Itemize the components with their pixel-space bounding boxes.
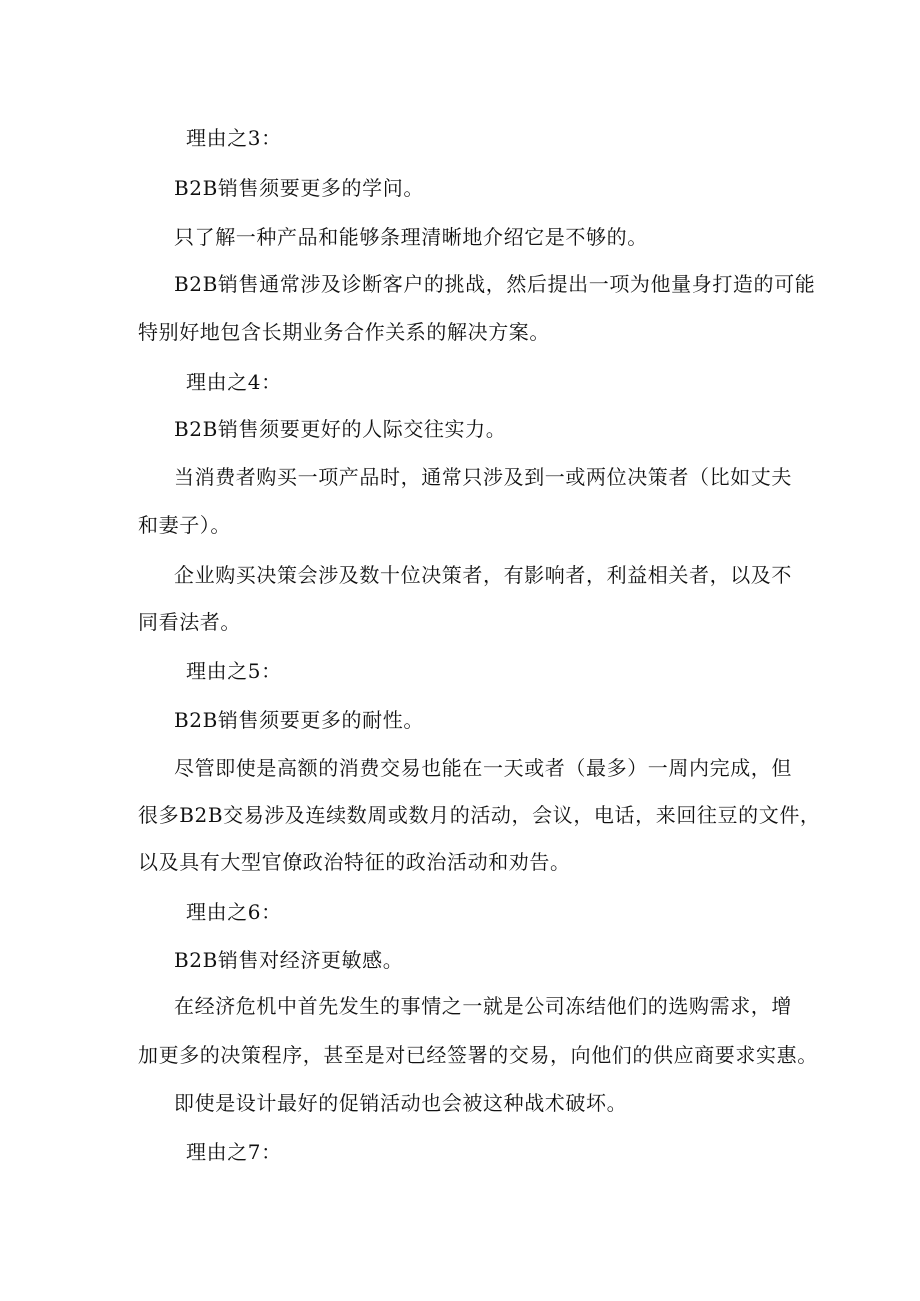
paragraph-line: 即使是设计最好的促销活动也会被这种战术破坏。 xyxy=(174,1091,628,1115)
paragraph-line: 和妻子）。 xyxy=(138,513,231,537)
paragraph-line: 企业购买决策会涉及数十位决策者，有影响者，利益相关者，以及不 xyxy=(174,563,792,587)
paragraph-line: B2B销售通常涉及诊断客户的挑战，然后提出一项为他量身打造的可能 xyxy=(174,272,816,296)
reason-4-heading: 理由之4： xyxy=(186,370,282,394)
paragraph-line: 特别好地包含长期业务合作关系的解决方案。 xyxy=(138,320,550,344)
paragraph-line: B2B销售对经济更敏感。 xyxy=(174,948,404,972)
paragraph-line: B2B销售须要更多的耐性。 xyxy=(174,708,424,732)
reason-5-heading: 理由之5： xyxy=(186,659,282,683)
paragraph-line: 在经济危机中首先发生的事情之一就是公司冻结他们的选购需求，增 xyxy=(174,994,792,1018)
paragraph-line: 以及具有大型官僚政治特征的政治活动和劝告。 xyxy=(138,850,571,874)
reason-6-heading: 理由之6： xyxy=(186,900,282,924)
paragraph-line: B2B销售须要更好的人际交往实力。 xyxy=(174,417,507,441)
paragraph-line: 加更多的决策程序，甚至是对已经签署的交易，向他们的供应商要求实惠。 xyxy=(138,1043,818,1067)
paragraph-line: B2B销售须要更多的学问。 xyxy=(174,176,424,200)
paragraph-line: 当消费者购买一项产品时，通常只涉及到一或两位决策者（比如丈夫 xyxy=(174,465,792,489)
paragraph-line: 只了解一种产品和能够条理清晰地介绍它是不够的。 xyxy=(174,225,648,249)
reason-3-heading: 理由之3： xyxy=(186,126,282,150)
paragraph-line: 同看法者。 xyxy=(138,610,241,634)
paragraph-line: 尽管即使是高额的消费交易也能在一天或者（最多）一周内完成，但 xyxy=(174,756,792,780)
paragraph-line: 很多B2B交易涉及连续数周或数月的活动，会议，电话，来回往豆的文件， xyxy=(138,803,821,827)
reason-7-heading: 理由之7： xyxy=(186,1140,282,1164)
